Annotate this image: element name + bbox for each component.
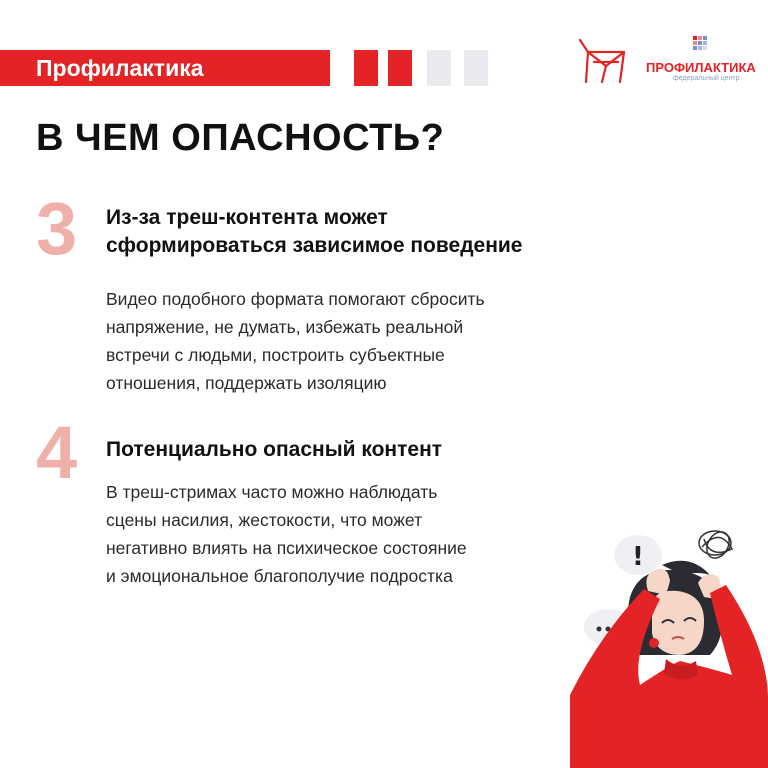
item-body-line: напряжение, не думать, избежать реальной bbox=[106, 317, 464, 337]
stressed-person-icon bbox=[570, 525, 768, 768]
chair-logo-icon bbox=[574, 38, 630, 84]
item-title bbox=[106, 204, 522, 260]
category-banner bbox=[0, 50, 330, 86]
bubble-exclamation: ! bbox=[632, 542, 644, 572]
item-body bbox=[106, 478, 467, 590]
category-label: Профилактика bbox=[36, 55, 204, 81]
item-number: 3 bbox=[36, 187, 78, 270]
item-title bbox=[106, 436, 442, 464]
item-number: 4 bbox=[36, 411, 78, 494]
light-square bbox=[464, 50, 488, 86]
grid-logo-icon bbox=[693, 36, 711, 54]
item-body-line: отношения, поддержать изоляцию bbox=[106, 373, 387, 393]
item-body bbox=[106, 285, 485, 397]
item-title-line: Потенциально опасный контент bbox=[106, 438, 443, 461]
brand-subtitle: федеральный центр bbox=[673, 75, 740, 82]
accent-square bbox=[388, 50, 412, 86]
item-body-line: Видео подобного формата помогают сбросить bbox=[106, 289, 485, 309]
item-title-line: Из-за треш-контента может bbox=[106, 206, 388, 229]
brand-name: ПРОФИЛАКТИКА bbox=[646, 60, 756, 75]
item-body-line: негативно влиять на психическое состояние bbox=[106, 538, 467, 558]
light-square bbox=[427, 50, 451, 86]
item-body-line: встречи с людьми, построить субъектные bbox=[106, 345, 445, 365]
item-body-line: В треш-стримах часто можно наблюдать bbox=[106, 482, 438, 502]
item-title-line: сформироваться зависимое поведение bbox=[106, 234, 523, 257]
accent-square bbox=[354, 50, 378, 86]
item-body-line: и эмоциональное благополучие подростка bbox=[106, 566, 453, 586]
page-title: В ЧЕМ ОПАСНОСТЬ? bbox=[36, 117, 445, 159]
item-body-line: сцены насилия, жестокости, что может bbox=[106, 510, 423, 530]
